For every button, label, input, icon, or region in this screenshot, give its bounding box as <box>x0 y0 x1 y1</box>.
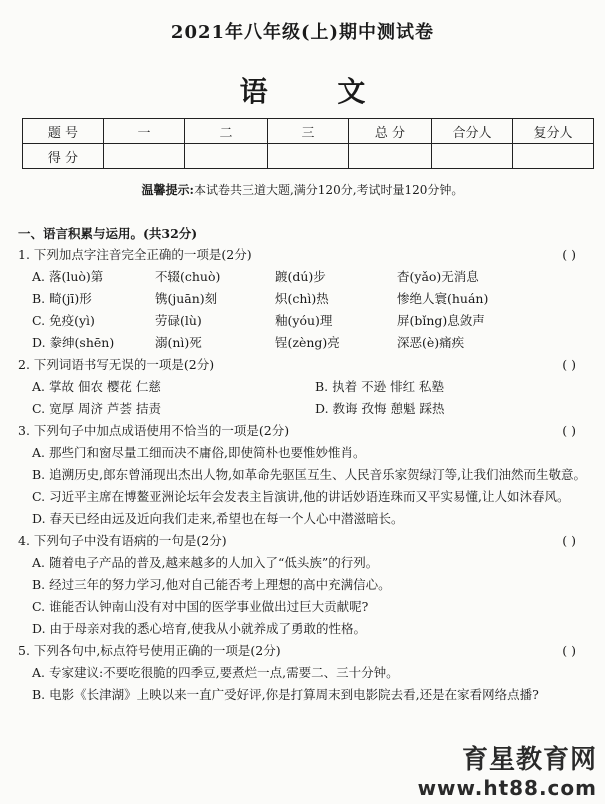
option-text: 不辍(chuò) <box>155 269 221 284</box>
option-text: 镌(juān)刻 <box>155 291 218 306</box>
question-4 <box>18 530 596 640</box>
option-text: B. 执着 不逊 悱红 私塾 <box>315 379 445 394</box>
score-input-total[interactable] <box>349 144 432 169</box>
question-2 <box>18 354 596 420</box>
option-c: C. 习近平主席在博鳌亚洲论坛年会发表主旨演讲,他的讲话妙语连珠而又平实易懂,让人如沐春风。 <box>32 489 570 504</box>
option-text: 炽(chì)热 <box>275 291 329 306</box>
score-input-part2[interactable] <box>185 144 268 169</box>
option-text: 釉(yóu)理 <box>275 313 333 328</box>
score-row-label: 得 分 <box>23 144 104 169</box>
question-stem: 3. 下列句子中加点成语使用不恰当的一项是(2分) <box>18 423 290 438</box>
question-3 <box>18 420 596 530</box>
question-stem: 5. 下列各句中,标点符号使用正确的一项是(2分) <box>18 643 281 658</box>
option-row-cd <box>18 398 596 420</box>
exam-title: 2021年八年级(上)期中测试卷 <box>170 22 435 43</box>
option-text: A. 掌故 佃农 樱花 仁慈 <box>32 379 161 394</box>
exam-tip <box>0 181 605 198</box>
option-b: B. 经过三年的努力学习,他对自己能否考上理想的高中充满信心。 <box>32 577 391 592</box>
score-cell-reviewer: 复分人 <box>513 119 594 144</box>
section-title: 一、语言积累与运用。(共32分) <box>18 226 198 241</box>
score-input-part1[interactable] <box>104 144 185 169</box>
question-stem: 4. 下列句子中没有语病的一句是(2分) <box>18 533 227 548</box>
answer-bracket[interactable]: ( ) <box>562 357 576 372</box>
answer-bracket[interactable]: ( ) <box>562 247 576 262</box>
score-cell-part3: 三 <box>268 119 349 144</box>
question-stem: 1. 下列加点字注音完全正确的一项是(2分) <box>18 247 252 262</box>
option-text: C. 宽厚 周济 芦荟 拮责 <box>32 401 161 416</box>
option-text: A. 落(luò)第 <box>32 269 104 284</box>
answer-bracket[interactable]: ( ) <box>562 643 576 658</box>
question-1 <box>18 244 596 354</box>
option-row-d <box>18 332 596 354</box>
score-cell-part1: 一 <box>104 119 185 144</box>
option-text: 踱(dú)步 <box>275 269 326 284</box>
tip-text: 本试卷共三道大题,满分120分,考试时量120分钟。 <box>193 183 464 197</box>
option-text: 锃(zèng)亮 <box>275 335 340 350</box>
score-cell-scorer: 合分人 <box>432 119 513 144</box>
option-text: 劳碌(lù) <box>155 313 202 328</box>
question-stem: 2. 下列词语书写无误的一项是(2分) <box>18 357 215 372</box>
option-b: B. 追溯历史,郎东曾涌现出杰出人物,如革命先驱匡互生、人民音乐家贺绿汀等,让我们油然而生敬意。 <box>32 467 587 482</box>
score-table <box>22 118 594 169</box>
option-text: 深恶(è)痛疾 <box>397 335 465 350</box>
score-cell-part2: 二 <box>185 119 268 144</box>
tip-label: 温馨提示: <box>141 183 194 197</box>
option-d: D. 春天已经由远及近向我们走来,希望也在每一个人心中潜滋暗长。 <box>32 511 404 526</box>
option-text: B. 畸(jī)形 <box>32 291 92 306</box>
score-table-header-row <box>23 119 594 144</box>
option-c: C. 谁能否认钟南山没有对中国的医学事业做出过巨大贡献呢? <box>32 599 369 614</box>
answer-bracket[interactable]: ( ) <box>562 533 576 548</box>
site-watermark <box>418 739 597 800</box>
watermark-url: www.ht88.com <box>417 776 597 800</box>
option-d: D. 由于母亲对我的悉心培育,使我从小就养成了勇敢的性格。 <box>32 621 366 636</box>
score-input-scorer[interactable] <box>432 144 513 169</box>
option-row-a <box>18 266 596 288</box>
watermark-site-name: 育星教育网 <box>461 745 597 775</box>
option-text: 杳(yǎo)无消息 <box>397 269 479 284</box>
option-row-ab <box>18 376 596 398</box>
option-b: B. 电影《长津湖》上映以来一直广受好评,你是打算周末到电影院去看,还是在家看网络点播? <box>32 687 539 702</box>
option-text: D. 教诲 孜悔 憩魁 踩热 <box>315 401 445 416</box>
score-cell-label: 题 号 <box>23 119 104 144</box>
option-a: A. 随着电子产品的普及,越来越多的人加入了“低头族”的行列。 <box>32 555 379 570</box>
score-table-score-row <box>23 144 594 169</box>
exam-content <box>18 218 596 706</box>
option-a: A. 专家建议:不要吃很脆的四季豆,要煮烂一点,需要二、三十分钟。 <box>32 665 399 680</box>
answer-bracket[interactable]: ( ) <box>562 423 576 438</box>
option-text: D. 豢绅(shēn) <box>32 335 115 350</box>
option-a: A. 那些门和窗尽量工细而决不庸俗,即使简朴也要惟妙惟肖。 <box>32 445 366 460</box>
score-cell-total: 总 分 <box>349 119 432 144</box>
subject-title: 语 文 <box>239 75 396 108</box>
question-5 <box>18 640 596 706</box>
option-row-b <box>18 288 596 310</box>
option-text: 屏(bǐng)息敛声 <box>397 313 485 328</box>
score-input-reviewer[interactable] <box>513 144 594 169</box>
option-row-c <box>18 310 596 332</box>
option-text: 惨绝人寰(huán) <box>397 291 489 306</box>
score-input-part3[interactable] <box>268 144 349 169</box>
option-text: C. 免疫(yì) <box>32 313 95 328</box>
option-text: 溺(nì)死 <box>155 335 202 350</box>
